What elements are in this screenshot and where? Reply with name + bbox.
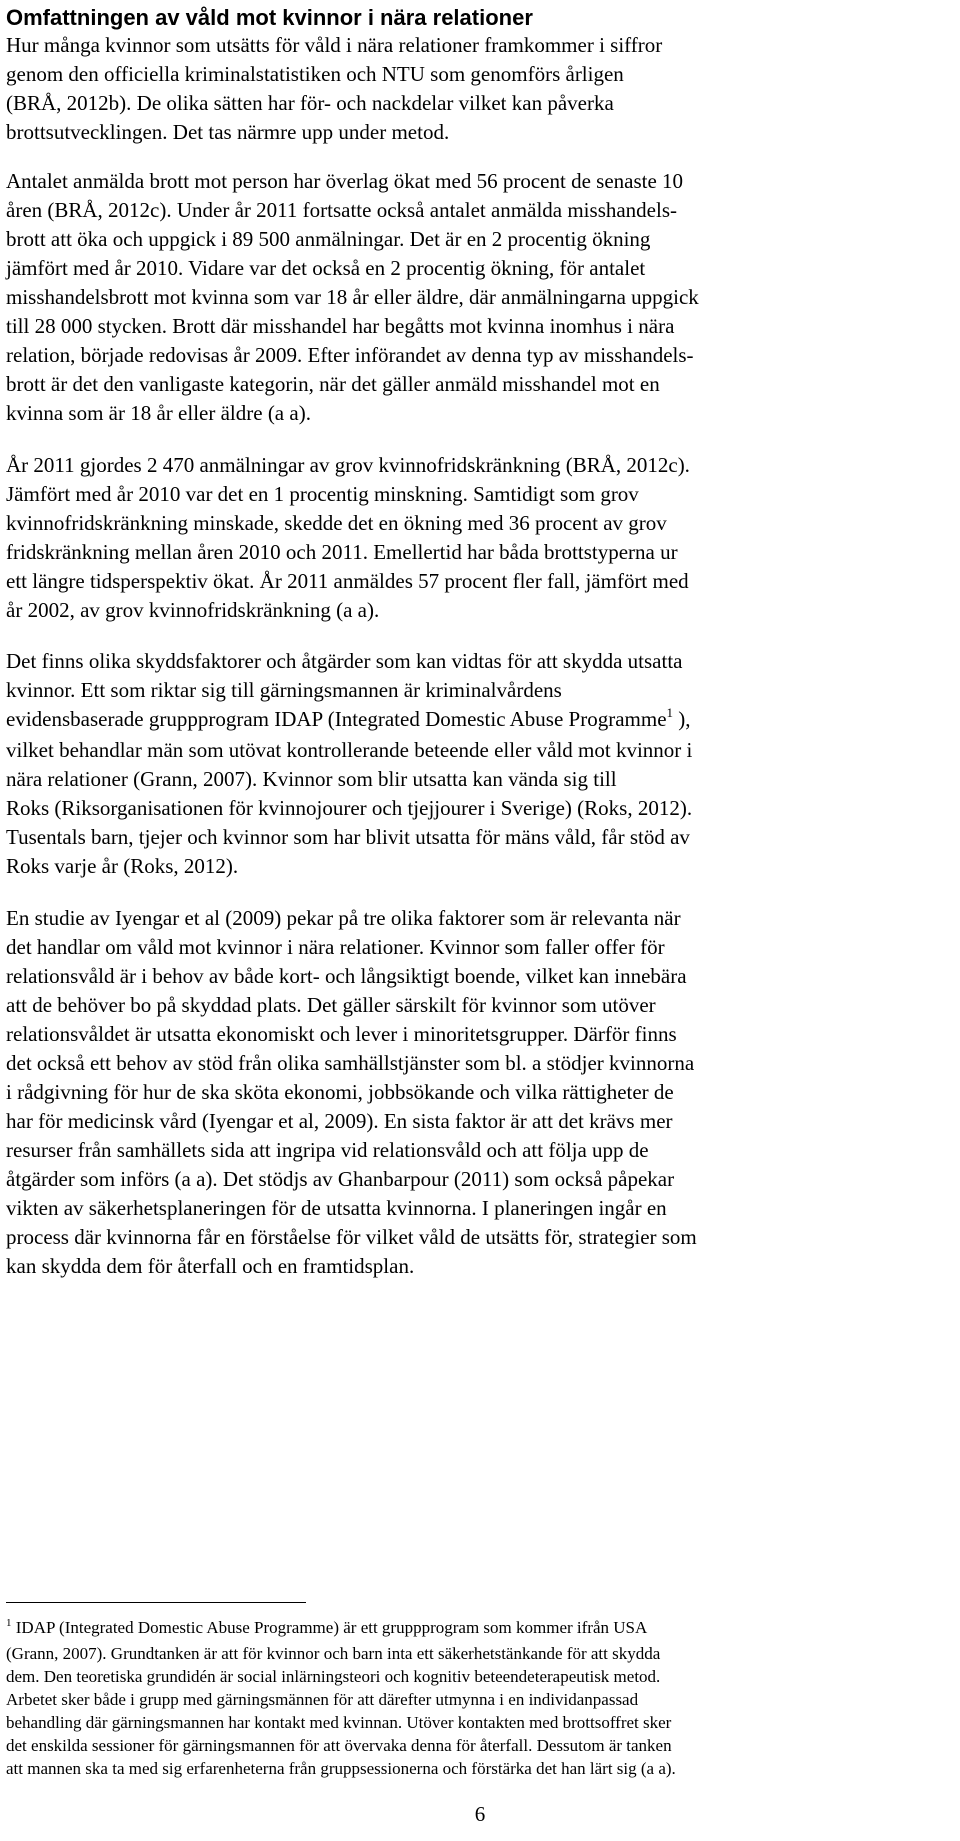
footnote-line: det enskilda sessioner för gärningsmannen för att övervaka denna för återfall. Dessutom är tanken: [6, 1736, 672, 1755]
text-line: relationsvåldet är utsatta ekonomiskt och lever i minoritetsgrupper. Därför finns: [6, 1022, 677, 1046]
text-line: genom den officiella kriminalstatistiken och NTU som genomförs årligen: [6, 62, 624, 86]
footnote-line: att mannen ska ta med sig erfarenheterna från gruppsessionerna och förstärka det han lärt sig (a a).: [6, 1759, 676, 1778]
text-line: Roks varje år (Roks, 2012).: [6, 854, 239, 878]
text-fragment: ),: [673, 707, 691, 731]
text-line: år 2002, av grov kvinnofridskränkning (a a).: [6, 598, 380, 622]
text-line: Jämfört med år 2010 var det en 1 procentig minskning. Samtidigt som grov: [6, 482, 639, 506]
text-line: misshandelsbrott mot kvinna som var 18 år eller äldre, där anmälningarna uppgick: [6, 285, 699, 309]
text-fragment: IDAP (Integrated Domestic Abuse Programme) är ett gruppprogram som kommer ifrån USA: [11, 1618, 648, 1637]
text-line: Hur många kvinnor som utsätts för våld i nära relationer framkommer i siffror: [6, 33, 663, 57]
paragraph-kvinnofridskrankning: [6, 451, 690, 625]
paragraph-statistics-intro: [6, 31, 662, 147]
footnote: [6, 1616, 676, 1780]
text-line: nära relationer (Grann, 2007). Kvinnor som blir utsatta kan vända sig till: [6, 767, 617, 791]
footnote-line: (Grann, 2007). Grundtanken är att för kvinnor och barn inta ett säkerhetstänkande för att skydda: [6, 1644, 661, 1663]
text-line: process där kvinnorna får en förståelse för vilket våld de utsätts för, strategier som: [6, 1225, 697, 1249]
text-line: Tusentals barn, tjejer och kvinnor som har blivit utsatta för mäns våld, får stöd av: [6, 825, 690, 849]
text-line: att de behöver bo på skyddad plats. Det gäller särskilt för kvinnor som utöver: [6, 993, 656, 1017]
text-line: En studie av Iyengar et al (2009) pekar på tre olika faktorer som är relevanta när: [6, 906, 681, 930]
text-line: kvinna som är 18 år eller äldre (a a).: [6, 401, 311, 425]
text-line: kvinnor. Ett som riktar sig till gärningsmannen är kriminalvårdens: [6, 678, 562, 702]
text-line-with-footnote-ref: [6, 705, 692, 736]
text-line: relationsvåld är i behov av både kort- och långsiktigt boende, vilket kan innebära: [6, 964, 687, 988]
footnote-separator: [6, 1602, 306, 1603]
page-number: 6: [474, 1802, 486, 1826]
text-line: har för medicinsk vård (Iyengar et al, 2009). En sista faktor är att det krävs mer: [6, 1109, 673, 1133]
text-line: År 2011 gjordes 2 470 anmälningar av grov kvinnofridskränkning (BRÅ, 2012c).: [6, 453, 690, 477]
text-line: brottsutvecklingen. Det tas närmre upp under metod.: [6, 120, 450, 144]
text-line: kan skydda dem för återfall och en framtidsplan.: [6, 1254, 415, 1278]
text-line: relation, började redovisas år 2009. Efter införandet av denna typ av misshandels-: [6, 343, 694, 367]
text-fragment: evidensbaserade gruppprogram IDAP (Integrated Domestic Abuse Programme: [6, 707, 667, 731]
paragraph-iyengar-study: [6, 904, 697, 1281]
text-line: vilket behandlar män som utövat kontrollerande beteende eller våld mot kvinnor i: [6, 738, 693, 762]
text-line: resurser från samhällets sida att ingripa vid relationsvåld och att följa upp de: [6, 1138, 649, 1162]
text-line: åren (BRÅ, 2012c). Under år 2011 fortsatte också antalet anmälda misshandels-: [6, 198, 678, 222]
footnote-marker: 1: [6, 1617, 12, 1629]
section-heading: Omfattningen av våld mot kvinnor i nära relationer: [6, 5, 533, 30]
text-line: till 28 000 stycken. Brott där misshandel har begåtts mot kvinna inomhus i nära: [6, 314, 675, 338]
paragraph-reported-crimes: [6, 167, 699, 428]
text-line: (BRÅ, 2012b). De olika sätten har för- och nackdelar vilket kan påverka: [6, 91, 614, 115]
footnote-reference[interactable]: 1: [666, 705, 674, 720]
footnote-line: behandling där gärningsmannen har kontakt med kvinnan. Utöver kontakten med brottsoffret sker: [6, 1713, 672, 1732]
text-line: fridskränkning mellan åren 2010 och 2011. Emellertid har båda brottstyperna ur: [6, 540, 678, 564]
text-line: det handlar om våld mot kvinnor i nära relationer. Kvinnor som faller offer för: [6, 935, 665, 959]
footnote-line: Arbetet sker både i grupp med gärningsmännen för att därefter utmynna i en individanpassad: [6, 1690, 639, 1709]
text-line: vikten av säkerhetsplaneringen för de utsatta kvinnorna. I planeringen ingår en: [6, 1196, 667, 1220]
text-line: ett längre tidsperspektiv ökat. År 2011 anmäldes 57 procent fler fall, jämfört med: [6, 569, 689, 593]
text-line: kvinnofridskränkning minskade, skedde det en ökning med 36 procent av grov: [6, 511, 667, 535]
text-line: det också ett behov av stöd från olika samhällstjänster som bl. a stödjer kvinnorna: [6, 1051, 695, 1075]
text-line: åtgärder som införs (a a). Det stödjs av Ghanbarpour (2011) som också påpekar: [6, 1167, 675, 1191]
text-line: brott att öka och uppgick i 89 500 anmälningar. Det är en 2 procentig ökning: [6, 227, 651, 251]
text-line: jämfört med år 2010. Vidare var det också en 2 procentig ökning, för antalet: [6, 256, 646, 280]
paragraph-protective-factors: [6, 647, 692, 881]
text-line: brott är det den vanligaste kategorin, när det gäller anmäld misshandel mot en: [6, 372, 660, 396]
text-line: Roks (Riksorganisationen för kvinnojourer och tjejjourer i Sverige) (Roks, 2012).: [6, 796, 693, 820]
text-line: i rådgivning för hur de ska sköta ekonomi, jobbsökande och vilka rättigheter de: [6, 1080, 674, 1104]
text-line: Antalet anmälda brott mot person har överlag ökat med 56 procent de senaste 10: [6, 169, 684, 193]
footnote-first-line: [6, 1616, 676, 1642]
footnote-line: dem. Den teoretiska grundidén är social inlärningsteori och kognitiv beteendeterapeutisk metod.: [6, 1667, 661, 1686]
text-line: Det finns olika skyddsfaktorer och åtgärder som kan vidtas för att skydda utsatta: [6, 649, 683, 673]
